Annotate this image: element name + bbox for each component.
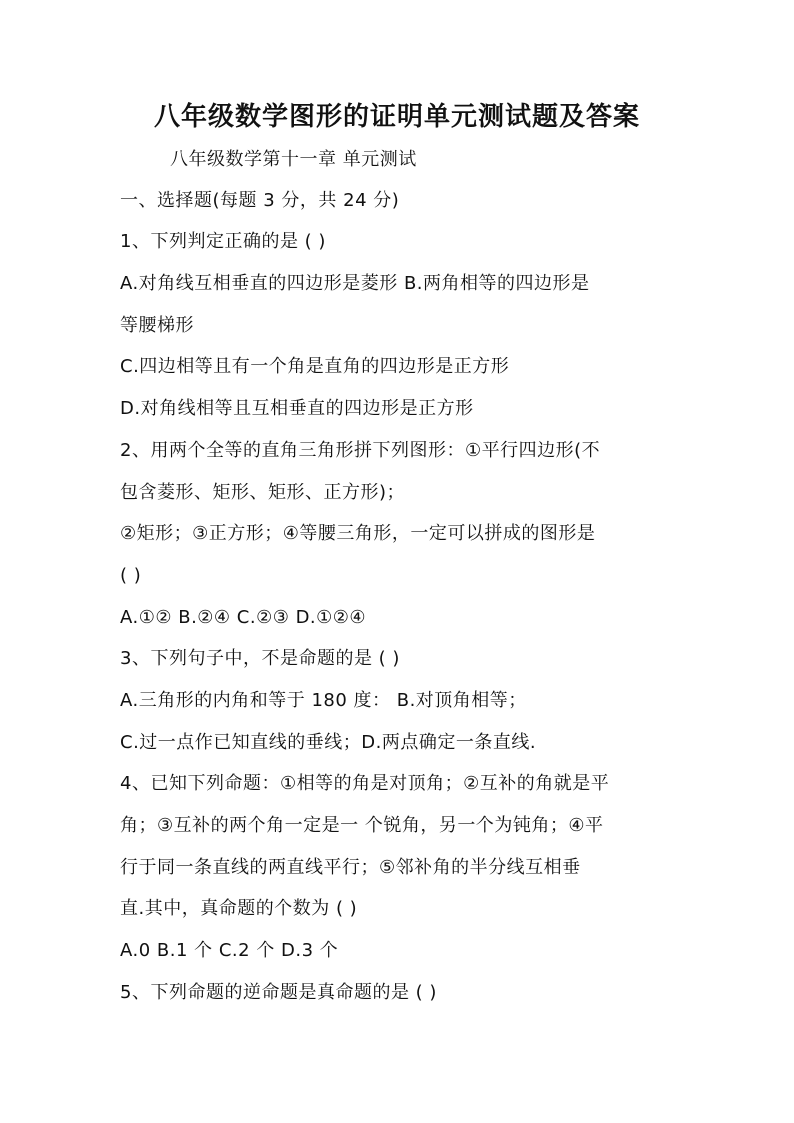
question-line: 1、下列判定正确的是 ( ) xyxy=(120,231,326,252)
document-subtitle: 八年级数学第十一章 单元测试 xyxy=(170,149,417,170)
question-line: ②矩形；③正方形；④等腰三角形，一定可以拼成的图形是 xyxy=(120,523,596,544)
question-line: 2、用两个全等的直角三角形拼下列图形：①平行四边形(不 xyxy=(120,440,601,461)
question-line: A.①② B.②④ C.②③ D.①②④ xyxy=(120,607,367,628)
question-line: A.0 B.1 个 C.2 个 D.3 个 xyxy=(120,940,339,961)
document-title: 八年级数学图形的证明单元测试题及答案 xyxy=(153,102,640,132)
question-line: 等腰梯形 xyxy=(120,315,194,336)
question-line: 3、下列句子中，不是命题的是 ( ) xyxy=(120,648,400,669)
section-heading: 一、选择题(每题 3 分，共 24 分) xyxy=(120,190,400,211)
question-line: 4、已知下列命题：①相等的角是对顶角；②互补的角就是平 xyxy=(120,773,610,794)
question-line: D.对角线相等且互相垂直的四边形是正方形 xyxy=(120,398,474,419)
question-line: ( ) xyxy=(120,565,142,586)
question-line: C.过一点作已知直线的垂线；D.两点确定一条直线. xyxy=(120,732,537,753)
question-line: 角；③互补的两个角一定是一 个锐角，另一个为钝角；④平 xyxy=(120,815,604,836)
question-line: C.四边相等且有一个角是直角的四边形是正方形 xyxy=(120,356,510,377)
question-line: A.对角线互相垂直的四边形是菱形 B.两角相等的四边形是 xyxy=(120,273,590,294)
question-line: 行于同一条直线的两直线平行；⑤邻补角的半分线互相垂 xyxy=(120,857,581,878)
question-line: A.三角形的内角和等于 180 度： B.对顶角相等； xyxy=(120,690,527,711)
question-line: 直.其中，真命题的个数为 ( ) xyxy=(120,898,358,919)
question-line: 5、下列命题的逆命题是真命题的是 ( ) xyxy=(120,982,437,1003)
question-line: 包含菱形、矩形、矩形、正方形)； xyxy=(120,482,406,503)
